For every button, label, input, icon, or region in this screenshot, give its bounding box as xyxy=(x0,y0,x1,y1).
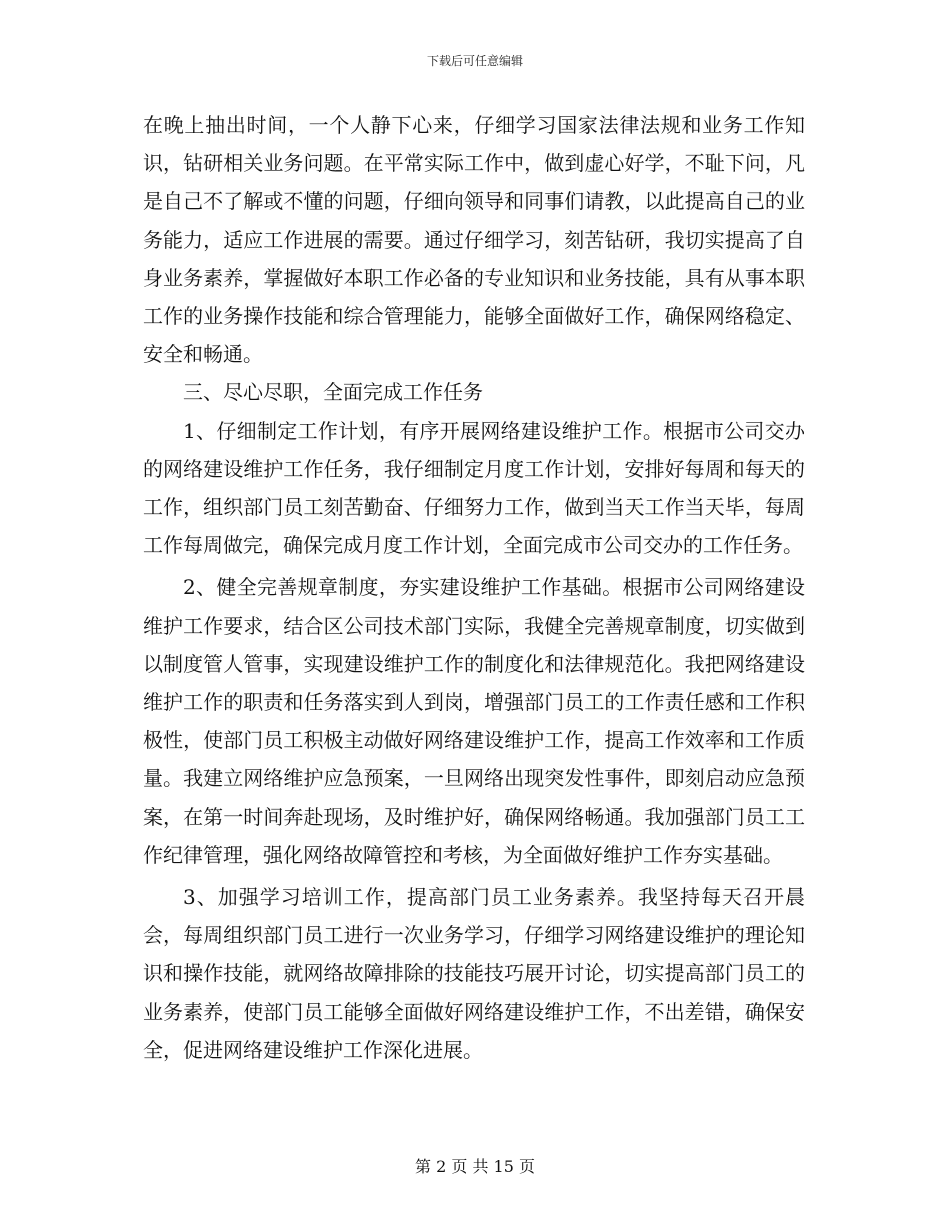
paragraph-item-1: 1、仔细制定工作计划，有序开展网络建设维护工作。根据市公司交办的网络建设维护工作任务，我仔细制定月度工作计划，安排好每周和每天的工作，组织部门员工刻苦勤奋、仔细努力工作，做到当天工作当天毕，每周工作每周做完，确保完成月度工作计划，全面完成市公司交办的工作任务。 xyxy=(143,418,805,558)
paragraph-continuation: 在晚上抽出时间，一个人静下心来，仔细学习国家法律法规和业务工作知识，钻研相关业务问题。在平常实际工作中，做到虚心好学，不耻下问，凡是自己不了解或不懂的问题，仔细向领导和同事们请教，以此提高自己的业务能力，适应工作进展的需要。通过仔细学习，刻苦钻研，我切实提高了自身业务素养，掌握做好本职工作必备的专业知识和业务技能，具有从事本职工作的业务操作技能和综合管理能力，能够全面做好工作，确保网络稳定、安全和畅通。 xyxy=(143,113,805,367)
paragraph-item-2: 2、健全完善规章制度，夯实建设维护工作基础。根据市公司网络建设维护工作要求，结合区公司技术部门实际，我健全完善规章制度，切实做到以制度管人管事，实现建设维护工作的制度化和法律规范化。我把网络建设维护工作的职责和任务落实到人到岗，增强部门员工的工作责任感和工作积极性，使部门员工积极主动做好网络建设维护工作，提高工作效率和工作质量。我建立网络维护应急预案，一旦网络出现突发性事件，即刻启动应急预案，在第一时间奔赴现场，及时维护好，确保网络畅通。我加强部门员工工作纪律管理，强化网络故障管控和考核，为全面做好维护工作夯实基础。 xyxy=(143,575,805,867)
paragraph-item-3: 3、加强学习培训工作，提高部门员工业务素养。我坚持每天召开晨会，每周组织部门员工进行一次业务学习，仔细学习网络建设维护的理论知识和操作技能，就网络故障排除的技能技巧展开讨论，切实提高部门员工的业务素养，使部门员工能够全面做好网络建设维护工作，不出差错，确保安全，促进网络建设维护工作深化进展。 xyxy=(143,885,805,1062)
page-header: 下载后可任意编辑 xyxy=(426,54,523,68)
section-heading: 三、尽心尽职，全面完成工作任务 xyxy=(183,380,483,405)
page-footer: 第 2 页 共 15 页 xyxy=(415,1157,535,1176)
document-body xyxy=(143,106,805,1069)
